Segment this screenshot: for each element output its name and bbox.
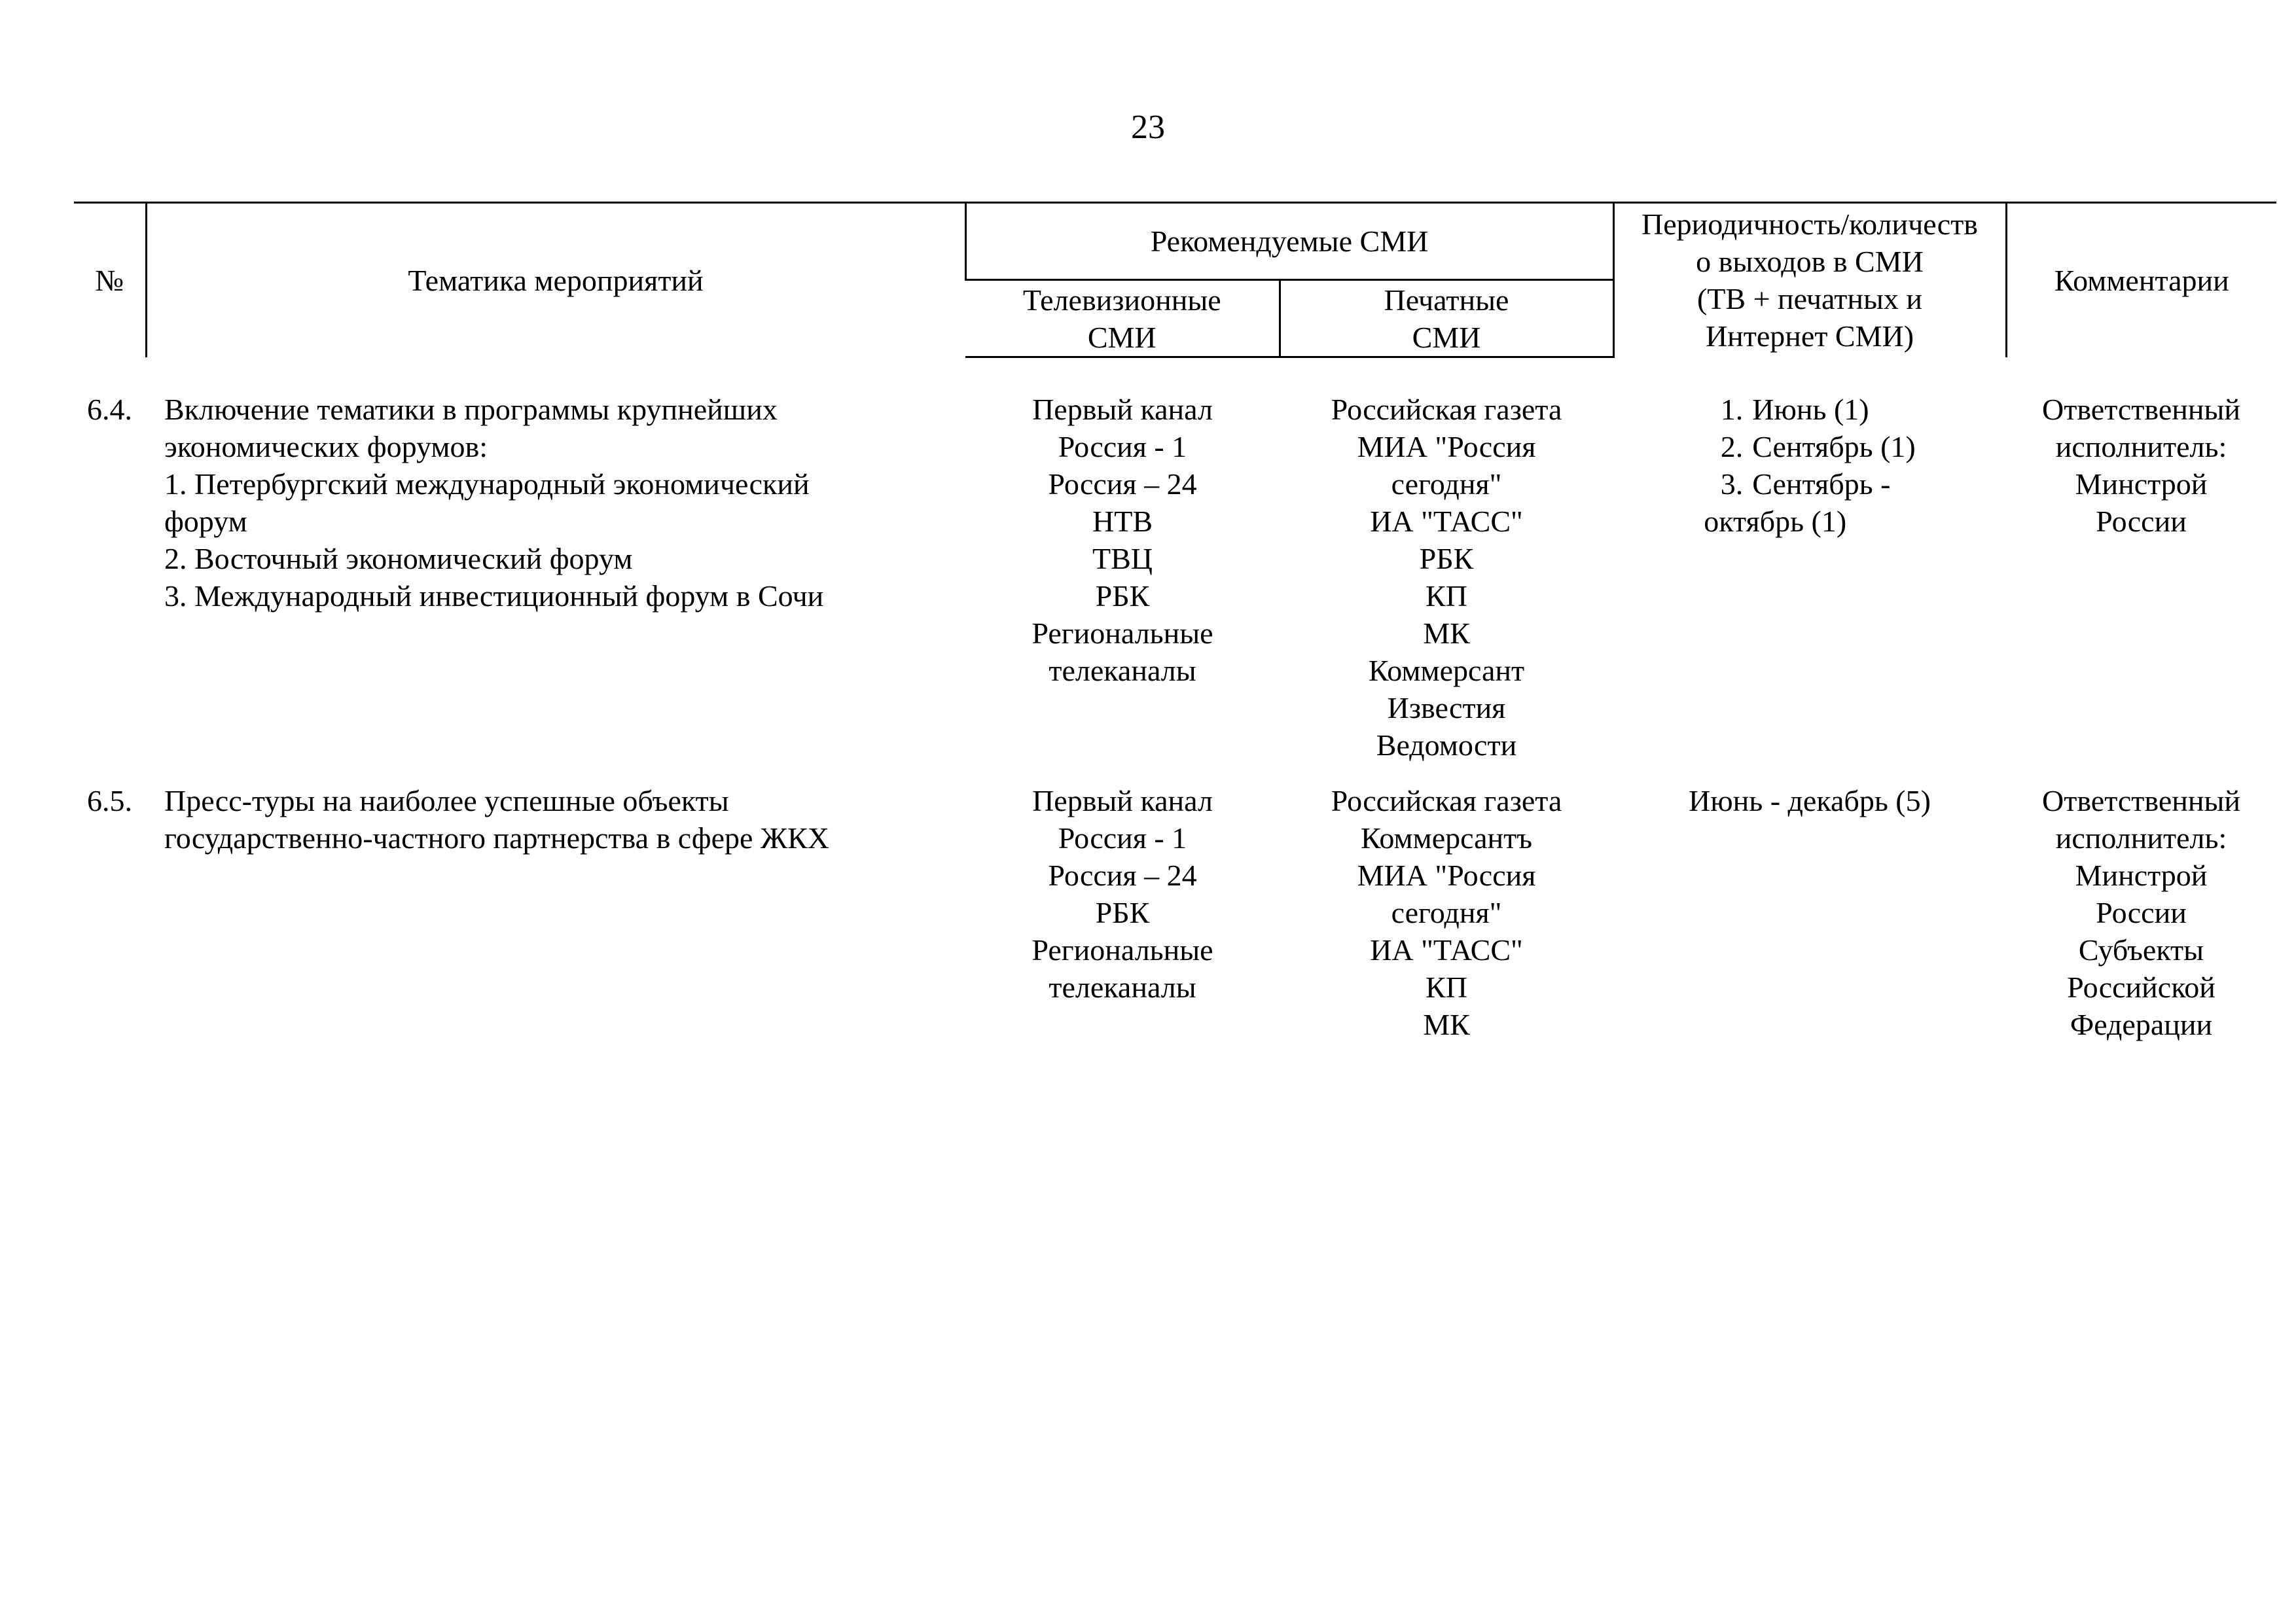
topic-line: экономических форумов: (164, 430, 488, 463)
tv-channel: ТВЦ (1092, 542, 1153, 575)
print-outlet: Российская газета (1331, 784, 1562, 817)
tv-channel: телеканалы (1049, 654, 1196, 687)
print-outlet: ИА "ТАСС" (1370, 933, 1523, 967)
tv-channel: Россия – 24 (1048, 467, 1197, 501)
header-periodicity-line: о выходов в СМИ (1696, 245, 1924, 279)
list-item (1704, 465, 1915, 503)
comment-line: Ответственный (2042, 393, 2240, 426)
header-tv-media (965, 280, 1280, 357)
comment-line: России (2096, 896, 2187, 929)
list-item-continuation: октябрь (1) (1704, 505, 1847, 538)
header-recommended-media: Рекомендуемые СМИ (965, 203, 1613, 280)
header-print-line: СМИ (1412, 320, 1481, 354)
tv-channel: Первый канал (1032, 784, 1213, 817)
comment-line: Минстрой (2075, 859, 2208, 892)
list-item-text: Июнь (1) (1752, 393, 1869, 426)
topic-line: Пресс-туры на наиболее успешные объекты (164, 784, 729, 817)
header-periodicity-line: (ТВ + печатных и (1696, 282, 1923, 316)
list-item (1704, 428, 1915, 465)
print-outlet: сегодня" (1391, 896, 1502, 929)
print-outlet: РБК (1419, 542, 1474, 575)
comment-line: исполнитель: (2055, 430, 2227, 463)
topic-line: государственно-частного партнерства в сфере ЖКХ (164, 821, 830, 855)
list-item-text: Сентябрь (1) (1752, 430, 1916, 463)
row-number: 6.5. (87, 784, 132, 817)
print-outlet: КП (1426, 971, 1467, 1004)
list-item-number: 3. (1720, 467, 1744, 501)
row-number: 6.4. (87, 393, 132, 426)
list-item-number: 1. (1720, 393, 1744, 426)
row-comments (2006, 782, 2276, 1043)
header-periodicity-line: Периодичность/количеств (1641, 207, 1979, 241)
tv-channel: телеканалы (1049, 971, 1196, 1004)
print-outlet: Ведомости (1376, 728, 1517, 762)
topic-line: 3. Международный инвестиционный форум в Сочи (164, 579, 824, 613)
print-outlet: Известия (1387, 691, 1506, 724)
topic-line: 1. Петербургский международный экономический (164, 467, 810, 501)
header-number: № (74, 203, 146, 357)
row-tv-media (965, 782, 1280, 1043)
periodicity-list (1704, 391, 1915, 540)
print-outlet: Российская газета (1331, 393, 1562, 426)
list-item (1704, 391, 1915, 428)
list-item-text: Сентябрь - (1752, 467, 1891, 501)
periodicity-text: Июнь - декабрь (5) (1689, 784, 1931, 817)
row-periodicity (1613, 391, 2006, 764)
header-tv-line: Телевизионные (1022, 283, 1221, 317)
row-periodicity (1613, 782, 2006, 1043)
page-number: 23 (1131, 109, 1165, 146)
row-topic (146, 782, 965, 1043)
tv-channel: РБК (1095, 579, 1150, 613)
row-topic (146, 391, 965, 764)
print-outlet: МИА "Россия (1357, 859, 1536, 892)
print-outlet: КП (1426, 579, 1467, 613)
comment-line: Субъекты (2078, 933, 2204, 967)
header-periodicity (1613, 203, 2006, 357)
topic-line: форум (164, 505, 247, 538)
tv-channel: РБК (1095, 896, 1150, 929)
row-print-media (1280, 782, 1613, 1043)
comment-line: Федерации (2070, 1008, 2213, 1041)
comment-line: России (2096, 505, 2187, 538)
header-print-line: Печатные (1384, 283, 1509, 317)
tv-channel: Первый канал (1032, 393, 1213, 426)
print-outlet: МИА "Россия (1357, 430, 1536, 463)
print-outlet: сегодня" (1391, 467, 1502, 501)
header-print-media (1280, 280, 1613, 357)
print-outlet: Коммерсант (1368, 654, 1525, 687)
print-outlet: МК (1423, 616, 1470, 650)
header-tv-line: СМИ (1087, 320, 1157, 354)
media-plan-table (74, 202, 2276, 1043)
list-item-number: 2. (1720, 430, 1744, 463)
header-topic: Тематика мероприятий (146, 203, 965, 357)
comment-line: Ответственный (2042, 784, 2240, 817)
tv-channel: Россия - 1 (1058, 821, 1187, 855)
tv-channel: Региональные (1031, 933, 1213, 967)
print-outlet: ИА "ТАСС" (1370, 505, 1523, 538)
print-outlet: МК (1423, 1008, 1470, 1041)
tv-channel: НТВ (1092, 505, 1153, 538)
print-outlet: Коммерсантъ (1360, 821, 1533, 855)
tv-channel: Региональные (1031, 616, 1213, 650)
comment-line: Минстрой (2075, 467, 2208, 501)
table-row (74, 391, 2276, 764)
row-tv-media (965, 391, 1280, 764)
tv-channel: Россия - 1 (1058, 430, 1187, 463)
header-periodicity-line: Интернет СМИ) (1705, 319, 1914, 353)
topic-line: 2. Восточный экономический форум (164, 542, 633, 575)
table-row (74, 782, 2276, 1043)
comment-line: исполнитель: (2055, 821, 2227, 855)
tv-channel: Россия – 24 (1048, 859, 1197, 892)
header-comments: Комментарии (2006, 203, 2276, 357)
row-print-media (1280, 391, 1613, 764)
row-comments (2006, 391, 2276, 764)
comment-line: Российской (2067, 971, 2215, 1004)
topic-line: Включение тематики в программы крупнейших (164, 393, 778, 426)
